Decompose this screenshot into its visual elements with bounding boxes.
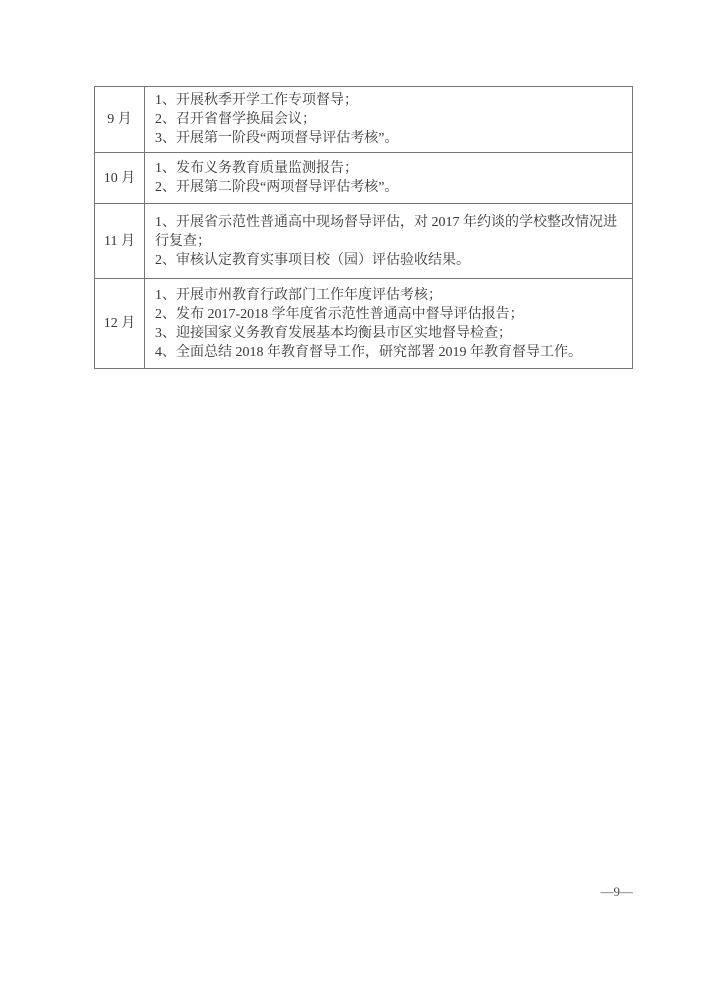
task-item: 2、开展第二阶段“两项督导评估考核”。: [155, 180, 399, 195]
task-item: 3、开展第一阶段“两项督导评估考核”。: [155, 131, 399, 146]
month-cell: [95, 153, 145, 204]
page-number: —9—: [600, 884, 633, 899]
month-cell: [95, 87, 145, 153]
tasks-cell: [145, 204, 633, 279]
task-item: 2、召开省督学换届会议；: [155, 112, 316, 127]
table-row-september: [95, 87, 633, 153]
task-item: 2、审核认定教育实事项目校（园）评估验收结果。: [155, 252, 470, 268]
task-item: 1、开展市州教育行政部门工作年度评估考核；: [155, 287, 442, 303]
month-label: 10 月: [103, 170, 136, 186]
table-row-october: [95, 153, 633, 204]
task-item: 4、全面总结 2018 年教育督导工作，研究部署 2019 年教育督导工作。: [155, 344, 582, 360]
month-label: 12 月: [103, 316, 136, 331]
task-item: 3、迎接国家义务教育发展基本均衡县市区实地督导检查；: [155, 325, 512, 341]
tasks-cell: [145, 87, 633, 153]
task-item: 1、开展省示范性普通高中现场督导评估，对 2017 年约谈的学校整改情况进行复查；: [155, 214, 617, 249]
table-row-december: [95, 279, 633, 369]
task-item: 1、发布义务教育质量监测报告；: [155, 161, 358, 176]
month-cell: [95, 279, 145, 369]
tasks-cell: [145, 153, 633, 204]
month-label: 11 月: [104, 233, 135, 249]
tasks-cell: [145, 279, 633, 369]
task-item: 2、发布 2017-2018 学年度省示范性普通高中督导评估报告；: [155, 306, 524, 322]
task-item: 1、开展秋季开学工作专项督导；: [155, 93, 358, 108]
month-label: 9 月: [107, 112, 132, 127]
table-row-november: [95, 204, 633, 279]
schedule-table: [94, 86, 633, 369]
month-cell: [95, 204, 145, 279]
